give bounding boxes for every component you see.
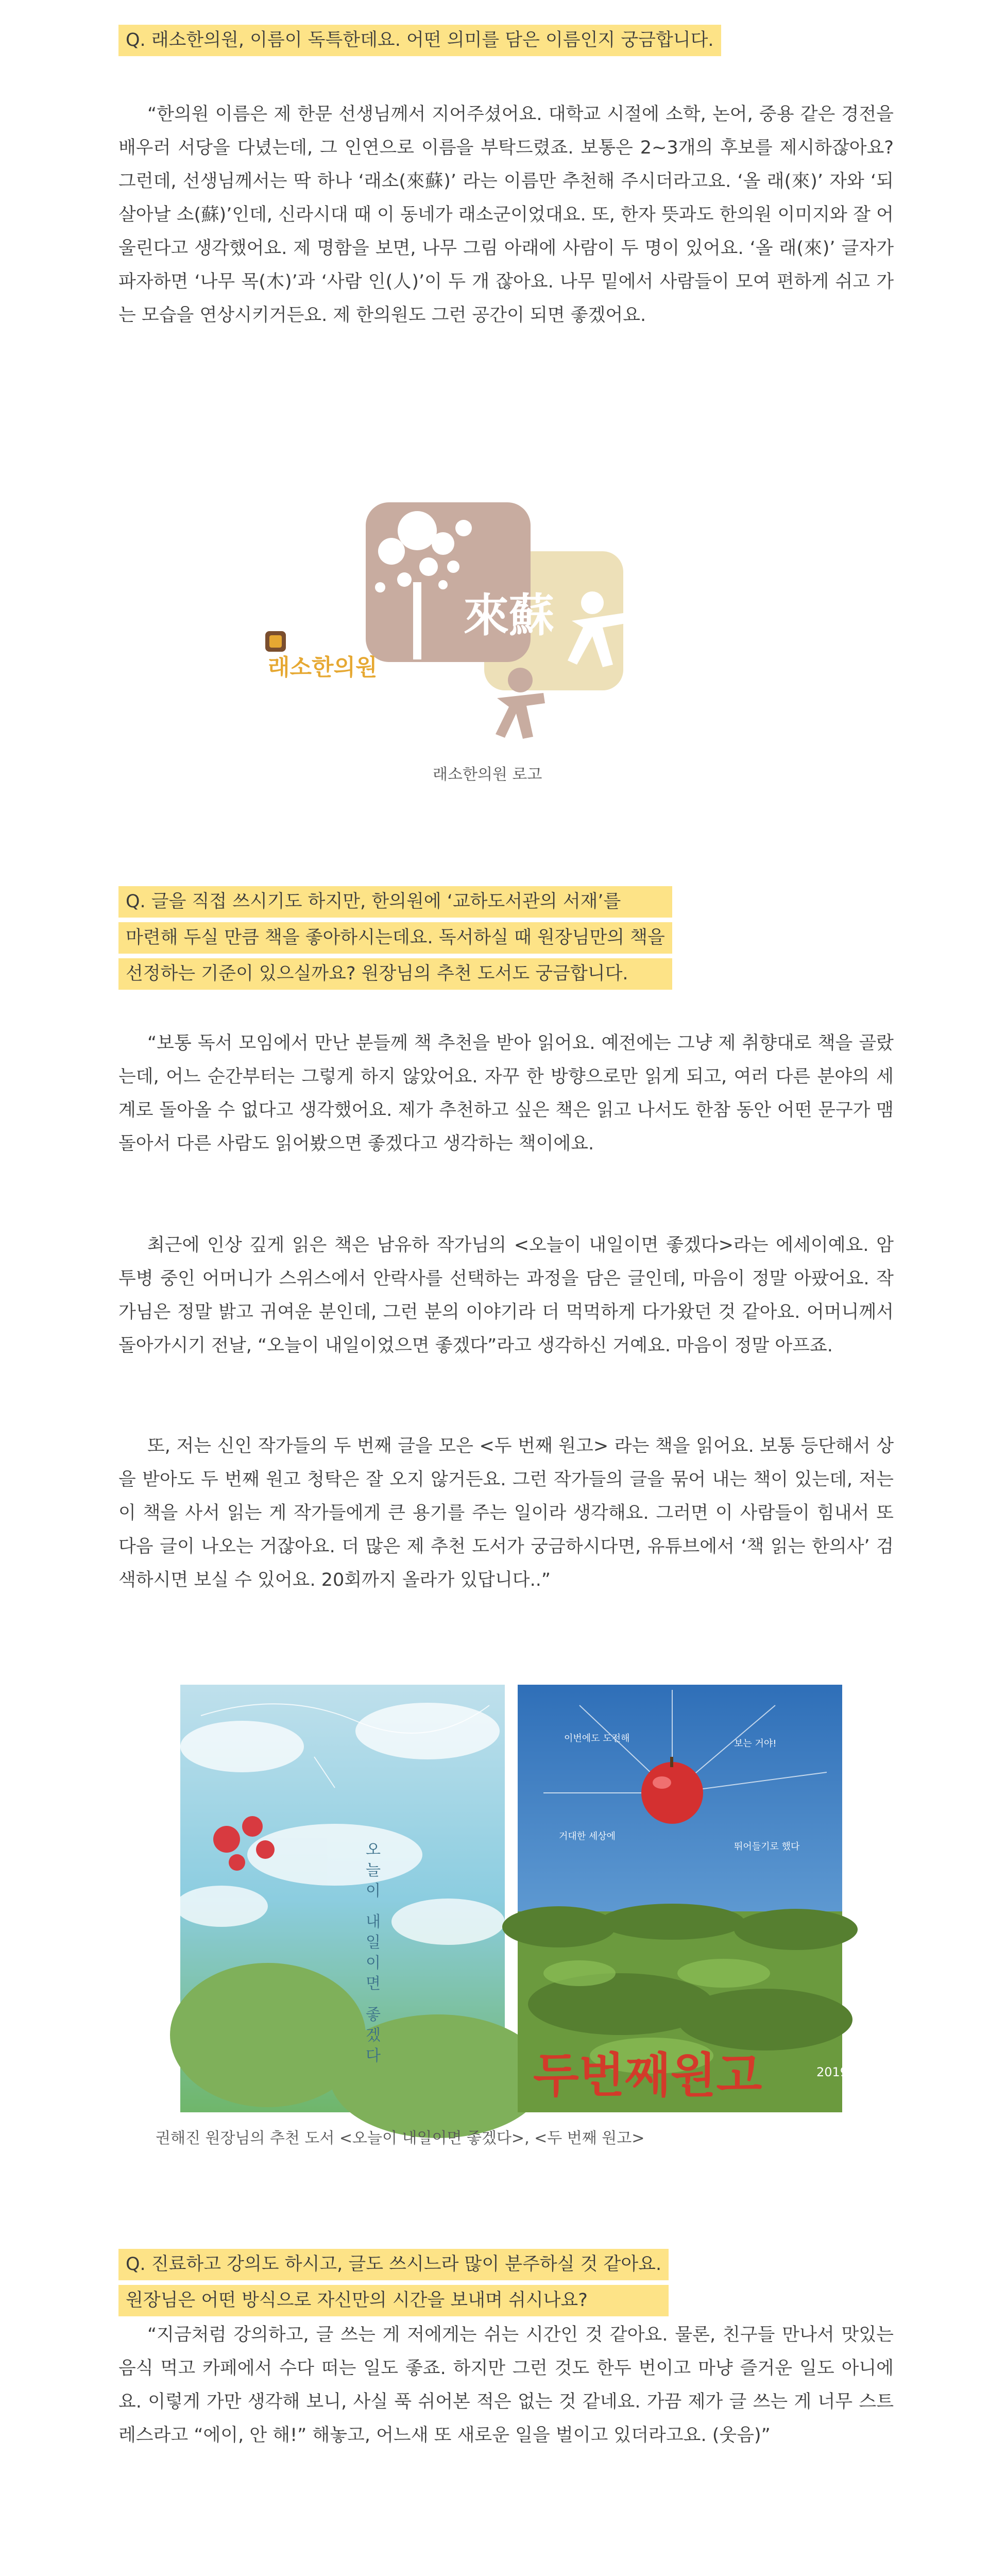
book-cover-2 <box>518 1685 848 2112</box>
apple-icon <box>641 1762 703 1824</box>
question-line: Q. 진료하고 강의도 하시고, 글도 쓰시느라 많이 분주하실 것 같아요. <box>118 2249 669 2280</box>
logo-small-mark <box>265 631 286 652</box>
answer-2-paragraph: 또, 저는 신인 작가들의 두 번째 글을 모은 <두 번째 원고> 라는 책을 읽어요. 보통 등단해서 상을 받아도 두 번째 원고 청탁은 잘 오지 않거든요. 그런 작가들의 글을 묶어 내는 책이 있는데, 저는 이 책을 사서 읽는 게 작가들에게 큰 용기를 주는 일이라 생각해요. 그러면 이 사람들이 힘내서 또 다음 글이 나오는 거잖아요. 더 많은 제 추천 도서가 궁금하시다면, 유튜브에서 ‘책 읽는 한의사’ 검색하시면 보실 수 있어요. 20회까지 올라가 있답니다..” <box>118 1436 894 1590</box>
book-2-arc-text: 이번에도 도전해 <box>564 1733 630 1744</box>
book-2-title: 두번째원고 <box>533 2048 762 2103</box>
book-cover-1 <box>180 1685 505 2112</box>
question-2 <box>118 886 672 994</box>
clinic-logo <box>263 495 726 752</box>
book-title-char: 일 <box>366 1934 381 1952</box>
book-title-char: 이 <box>366 1954 381 1972</box>
question-line: 마련해 두실 만큼 책을 좋아하시는데요. 독서하실 때 원장님만의 책을 <box>118 922 672 954</box>
book-title-char: 겠 <box>366 2026 381 2044</box>
book-2-arc-text: 보는 거야! <box>734 1738 777 1749</box>
book-2-arc-text: 거대한 세상에 <box>559 1831 616 1842</box>
logo-caption: 래소한의원 로고 <box>433 766 542 784</box>
logo-hanja: 來蘇 <box>464 589 555 642</box>
book-title-char: 늘 <box>366 1861 381 1879</box>
logo-name: 래소한의원 <box>268 654 378 681</box>
book-title-char: 오 <box>366 1841 381 1859</box>
question-line: 선정하는 기준이 있으실까요? 원장님의 추천 도서도 궁금합니다. <box>118 958 672 990</box>
book-2-arc-text: 뛰어들기로 했다 <box>734 1841 800 1852</box>
question-1 <box>118 25 721 61</box>
book-2-year: 2019 <box>816 2065 848 2079</box>
book-title-char: 내 <box>366 1913 381 1931</box>
answer-1: “한의원 이름은 제 한문 선생님께서 지어주셨어요. 대학교 시절에 소학, 논어, 중용 같은 경전을 배우러 서당을 다녔는데, 그 인연으로 이름을 부탁드렸죠. 보통은 2~3개의 후보를 제시하잖아요? 그런데, 선생님께서는 딱 하나 ‘래소(來蘇)’ 라는 이름만 추천해 주시더라고요. ‘올 래(來)’ 자와 ‘되살아날 소(蘇)’인데, 신라시대 때 이 동네가 래소군이었대요. 또, 한자 뜻과도 한의원 이미지와 잘 어울린다고 생각했어요. 제 명함을 보면, 나무 그림 아래에 사람이 두 명이 있어요. ‘올 래(來)’ 글자가 파자하면 ‘나무 목(木)’과 ‘사람 인(人)’이 두 개 잖아요. 나무 밑에서 사람들이 모여 편하게 쉬고 가는 모습을 연상시키거든요. 제 한의원도 그런 공간이 되면 좋겠어요. <box>118 104 894 326</box>
answer-2-paragraph: “보통 독서 모임에서 만난 분들께 책 추천을 받아 읽어요. 예전에는 그냥 제 취향대로 책을 골랐는데, 어느 순간부터는 그렇게 하지 않았어요. 자꾸 한 방향으로만 읽게 되고, 여러 다른 분야의 세계로 돌아올 수 없다고 생각했어요. 제가 추천하고 싶은 책은 읽고 나서도 한참 동안 어떤 문구가 맴돌아서 다른 사람도 읽어봤으면 좋겠다고 생각하는 책이에요. <box>118 1033 894 1154</box>
book-title-char: 이 <box>366 1882 381 1900</box>
book-title-char: 다 <box>366 2047 381 2065</box>
answer-3: “지금처럼 강의하고, 글 쓰는 게 저에게는 쉬는 시간인 것 같아요. 물론, 친구들 만나서 맛있는 음식 먹고 카페에서 수다 떠는 일도 좋죠. 하지만 그런 것도 한두 번이고 마냥 즐거운 일도 아니에요. 이렇게 가만 생각해 보니, 사실 푹 쉬어본 적은 없는 것 같네요. 가끔 제가 글 쓰는 게 너무 스트레스라고 “에이, 안 해!” 해놓고, 어느새 또 새로운 일을 벌이고 있더라고요. (웃음)” <box>118 2325 894 2446</box>
books-caption: 권해진 원장님의 추천 도서 <오늘이 내일이면 좋겠다>, <두 번째 원고> <box>156 2129 645 2147</box>
question-3 <box>118 2249 669 2321</box>
book-title-char: 면 <box>366 1975 381 1993</box>
answer-2-paragraph: 최근에 인상 깊게 읽은 책은 남유하 작가님의 <오늘이 내일이면 좋겠다>라는 에세이예요. 암 투병 중인 어머니가 스위스에서 안락사를 선택하는 과정을 담은 글인데, 마음이 정말 아팠어요. 작가님은 정말 밝고 귀여운 분인데, 그런 분의 이야기라 더 먹먹하게 다가왔던 것 같아요. 어머니께서 돌아가시기 전날, “오늘이 내일이었으면 좋겠다”라고 생각하신 거예요. 마음이 정말 아프죠. <box>118 1235 894 1356</box>
question-line: 원장님은 어떤 방식으로 자신만의 시간을 보내며 쉬시나요? <box>118 2285 669 2316</box>
question-line: Q. 글을 직접 쓰시기도 하지만, 한의원에 ‘교하도서관의 서재’를 <box>118 886 672 918</box>
book-title-char: 좋 <box>366 2006 381 2024</box>
question-line: Q. 래소한의원, 이름이 독특한데요. 어떤 의미를 담은 이름인지 궁금합니다. <box>118 25 721 56</box>
